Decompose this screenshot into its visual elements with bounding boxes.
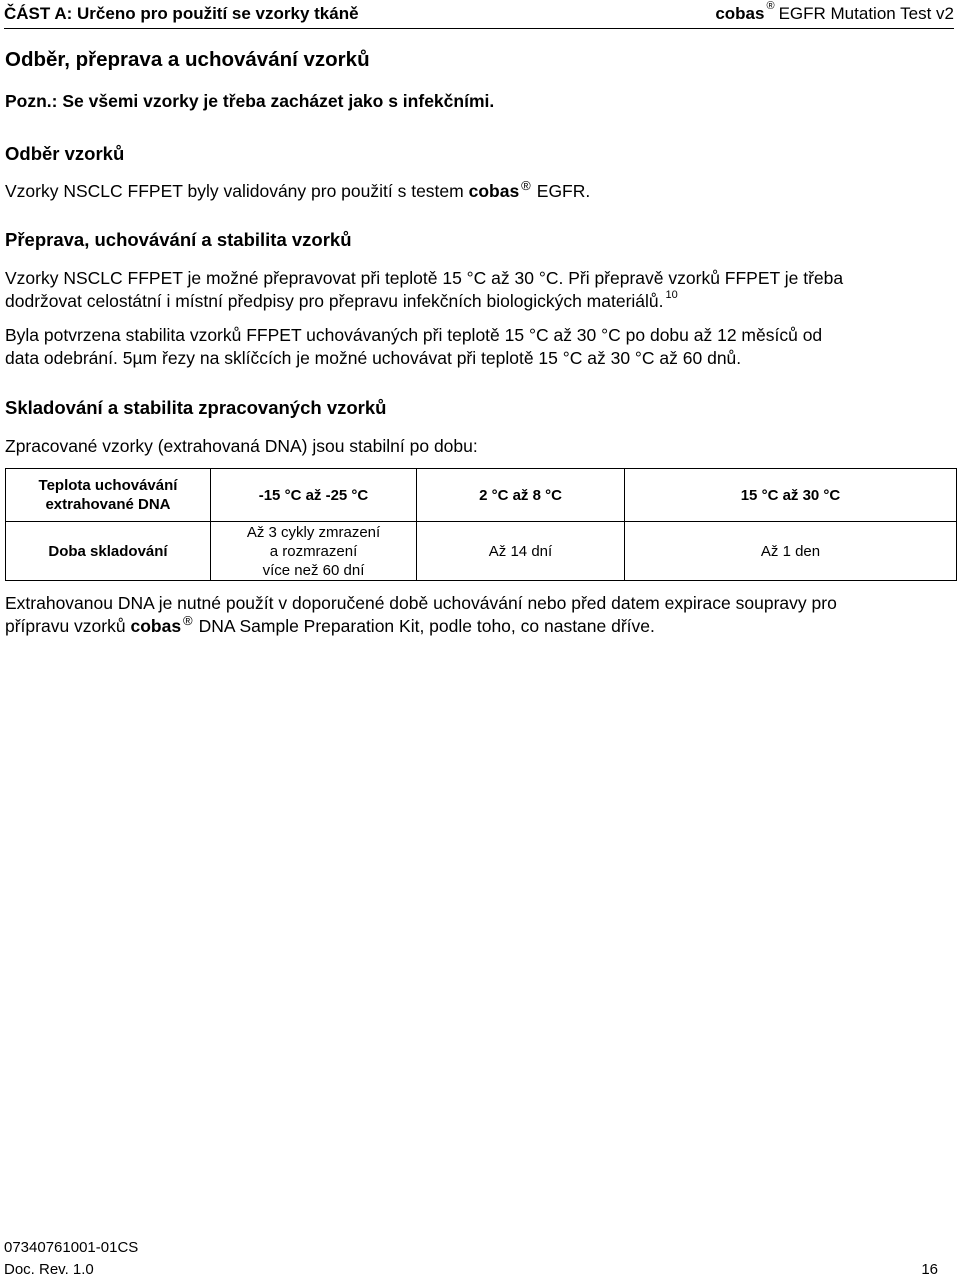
footer-page-number: 16 <box>921 1261 938 1278</box>
collection-registered-mark: ® <box>521 178 531 193</box>
table-label-duration: Doba skladování <box>6 522 211 581</box>
stability-line-2: data odebrání. 5µm řezy na sklíčcích je možné uchovávat při teplotě 15 °C až 30 °C až 60 dnů. <box>5 348 742 368</box>
closing-line-2 <box>5 615 955 638</box>
table-cell-frozen-temp: -15 °C až -25 °C <box>211 469 417 522</box>
table-cell-frozen-duration: Až 3 cykly zmrazení a rozmrazení více než 60 dní <box>211 522 417 581</box>
collection-heading: Odběr vzorků <box>5 143 125 164</box>
infection-note: Pozn.: Se všemi vzorky je třeba zacházet jako s infekčními. <box>5 91 495 111</box>
table-cell-refrigerated-duration: Až 14 dní <box>417 522 625 581</box>
table-label-temperature: Teplota uchovávání extrahované DNA <box>6 469 211 522</box>
closing-registered-mark: ® <box>183 613 193 628</box>
collection-text-end: EGFR. <box>536 181 591 201</box>
footer-document-code: 07340761001-01CS <box>4 1239 139 1256</box>
processed-heading: Skladování a stabilita zpracovaných vzorků <box>5 397 387 418</box>
closing-line-1: Extrahovanou DNA je nutné použít v doporučené době uchovávání nebo před datem expirace soupravy pro <box>5 593 837 613</box>
page-header <box>4 2 954 29</box>
header-product: EGFR Mutation Test v2 <box>778 4 954 23</box>
transport-line-1: Vzorky NSCLC FFPET je možné přepravovat při teplotě 15 °C až 30 °C. Při přepravě vzorků FFPET je třeba <box>5 268 844 288</box>
collection-text: Vzorky NSCLC FFPET byly validovány pro použití s testem <box>5 181 469 201</box>
header-registered-mark: ® <box>766 0 775 12</box>
table-cell-refrigerated-temp: 2 °C až 8 °C <box>417 469 625 522</box>
closing-brand: cobas <box>130 616 182 636</box>
table-row <box>6 522 957 581</box>
footer-revision: Doc. Rev. 1.0 <box>4 1261 94 1278</box>
header-product-name <box>715 0 954 24</box>
table-cell-room-duration: Až 1 den <box>625 522 957 581</box>
section-title: Odběr, přeprava a uchovávání vzorků <box>5 48 370 71</box>
reference-superscript: 10 <box>665 289 678 301</box>
processed-intro: Zpracované vzorky (extrahovaná DNA) jsou stabilní po dobu: <box>5 436 478 456</box>
transport-line-2-text: dodržovat celostátní i místní předpisy pro přepravu infekčních biologických materiálů. <box>5 291 664 311</box>
header-section-title: ČÁST A: Určeno pro použití se vzorky tkáně <box>4 4 359 23</box>
collection-paragraph <box>5 180 955 203</box>
collection-brand: cobas <box>468 181 520 201</box>
table-row <box>6 469 957 522</box>
header-brand: cobas <box>715 4 765 23</box>
stability-line-1: Byla potvrzena stabilita vzorků FFPET uchovávaných při teplotě 15 °C až 30 °C po dobu až 12 měsíců od <box>5 325 823 345</box>
closing-text-end: DNA Sample Preparation Kit, podle toho, co nastane dříve. <box>198 616 655 636</box>
transport-line-2 <box>5 290 955 313</box>
table-cell-room-temp: 15 °C až 30 °C <box>625 469 957 522</box>
transport-heading: Přeprava, uchovávání a stabilita vzorků <box>5 229 352 250</box>
closing-text: přípravu vzorků <box>5 616 131 636</box>
storage-table <box>5 468 957 581</box>
